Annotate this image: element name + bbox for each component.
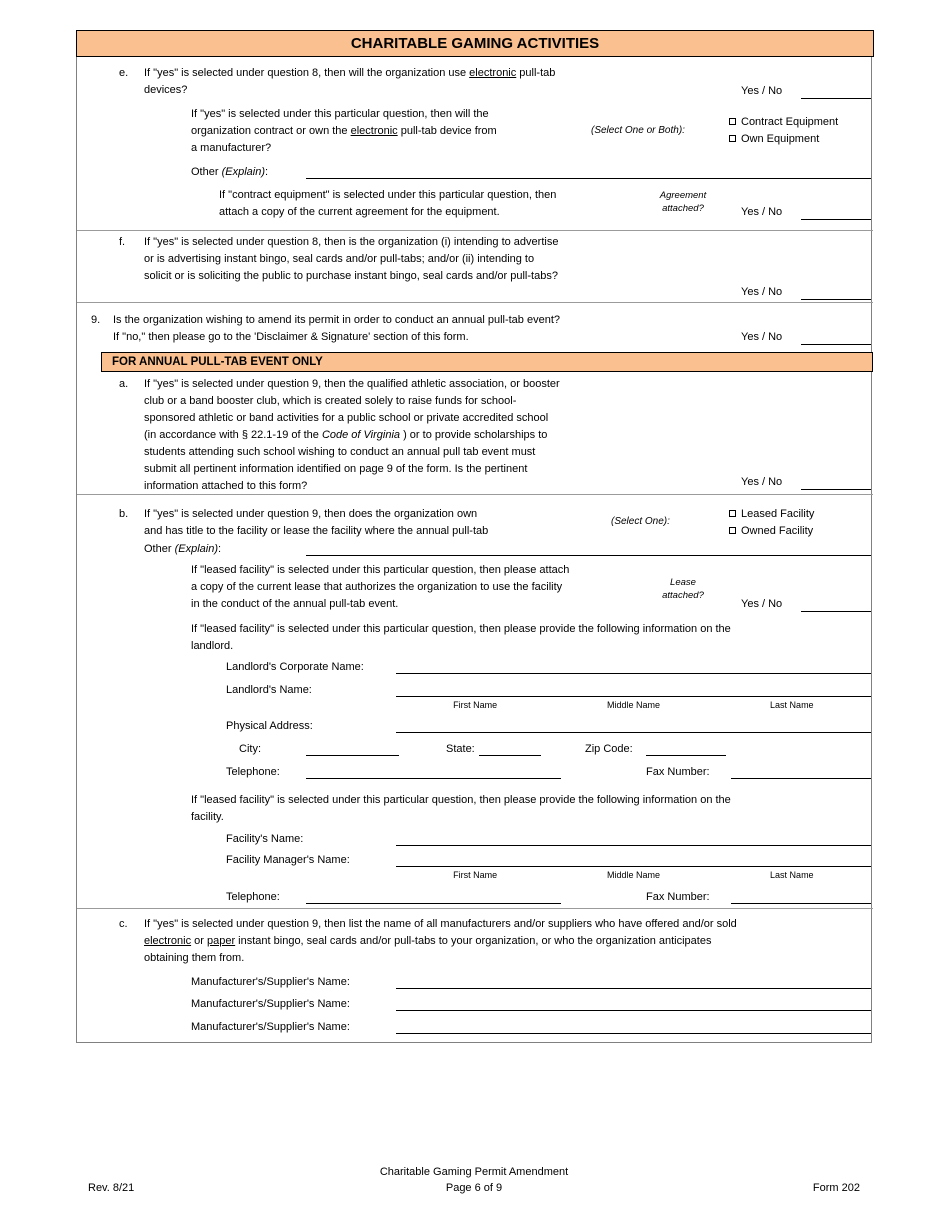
footer-center: [218, 1164, 730, 1196]
landlord-telephone-field[interactable]: [306, 778, 561, 779]
landlord-name-label: Landlord's Name:: [226, 684, 312, 696]
facility-manager-name-part-labels: [396, 869, 871, 881]
middle-name-label: Middle Name: [606, 700, 660, 710]
other-explain-field-b[interactable]: [306, 555, 871, 556]
zip-code-field[interactable]: [646, 755, 726, 756]
checkbox-row-owned-facility: [729, 523, 813, 540]
form-name-label: Charitable Gaming Permit Amendment: [379, 1166, 569, 1178]
landlord-corporate-name-label: Landlord's Corporate Name:: [226, 661, 364, 673]
form-title: CHARITABLE GAMING ACTIVITIES: [76, 30, 874, 57]
last-name-label: Last Name: [770, 700, 814, 710]
checkbox-row-leased-facility: [729, 506, 814, 523]
supplier-name-label-3: Manufacturer's/Supplier's Name:: [191, 1021, 350, 1033]
physical-address-label: Physical Address:: [226, 720, 313, 732]
contract-equipment-label: Contract Equipment: [741, 116, 839, 128]
select-one-or-both-label: (Select One or Both):: [591, 125, 685, 136]
annual-pull-tab-banner: FOR ANNUAL PULL-TAB EVENT ONLY: [101, 352, 873, 372]
page-footer: [76, 1164, 872, 1196]
landlord-fax-field[interactable]: [731, 778, 871, 779]
zip-code-label: Zip Code:: [585, 743, 633, 755]
question-b-text: If "yes" is selected under question 9, then does the organization own and has title to the facility or lease the facility where the annual pull-tab: [144, 508, 489, 537]
state-field[interactable]: [479, 755, 541, 756]
revision-label: Rev. 8/21: [88, 1182, 135, 1194]
question-e-sub1-text: If "yes" is selected under this particular question, then will the organization contract or own the electronic pull-tab device from a manufacturer?: [191, 108, 497, 154]
yes-no-label-q9: Yes / No: [741, 331, 783, 343]
landlord-name-part-labels: [396, 699, 871, 711]
supplier-name-label-2: Manufacturer's/Supplier's Name:: [191, 998, 350, 1010]
section-divider: [77, 908, 873, 909]
supplier-name-label-1: Manufacturer's/Supplier's Name:: [191, 976, 350, 988]
facility-name-label: Facility's Name:: [226, 833, 304, 845]
agreement-attached-label: Agreement attached?: [659, 190, 707, 214]
other-explain-field-e[interactable]: [306, 178, 871, 179]
owned-facility-label: Owned Facility: [741, 525, 814, 537]
leased-facility-checkbox[interactable]: [729, 510, 736, 517]
yes-no-blank-q9[interactable]: [801, 344, 871, 345]
supplier-name-field-1[interactable]: [396, 988, 871, 989]
supplier-name-field-3[interactable]: [396, 1033, 871, 1034]
item-letter-c: c.: [119, 918, 128, 930]
landlord-telephone-label: Telephone:: [226, 766, 280, 778]
page-number-label: Page 6 of 9: [445, 1182, 503, 1194]
facility-info-instruction: If "leased facility" is selected under this particular question, then please provide the following information on the facility.: [191, 794, 731, 823]
physical-address-field[interactable]: [396, 732, 871, 733]
yes-no-blank-agreement[interactable]: [801, 219, 871, 220]
yes-no-blank-e[interactable]: [801, 98, 871, 99]
facility-fax-field[interactable]: [731, 903, 871, 904]
item-letter-e: e.: [119, 67, 129, 79]
first-name-label: First Name: [453, 870, 498, 880]
question-f-text: If "yes" is selected under question 8, then is the organization (i) intending to advertise or is advertising instant bingo, seal cards and/or pull-tabs; and/or (ii) intending to solicit or is soliciting the public to purchase instant bingo, seal cards and/or pull-tabs?: [144, 236, 559, 282]
form-container: [76, 30, 872, 1043]
agreement-attach-instruction: If "contract equipment" is selected under this particular question, then attach a copy of the current agreement for the equipment.: [219, 189, 557, 218]
item-letter-f: f.: [119, 236, 126, 248]
yes-no-label-lease: Yes / No: [741, 598, 783, 610]
supplier-name-field-2[interactable]: [396, 1010, 871, 1011]
item-letter-b: b.: [119, 508, 129, 520]
yes-no-blank-lease[interactable]: [801, 611, 871, 612]
checkbox-row-own-equipment: [729, 131, 819, 148]
facility-telephone-field[interactable]: [306, 903, 561, 904]
yes-no-blank-f[interactable]: [801, 299, 871, 300]
lease-attach-instruction: If "leased facility" is selected under this particular question, then please attach a copy of the current lease that authorizes the organization to use the facility in the conduct of the annual pull-tab event.: [191, 564, 570, 610]
landlord-fax-label: Fax Number:: [646, 766, 710, 778]
yes-no-blank-a[interactable]: [801, 489, 871, 490]
other-explain-label-b: Other (Explain):: [144, 543, 222, 555]
question-e-text: If "yes" is selected under question 8, then will the organization use electronic pull-tab devices?: [144, 67, 556, 96]
select-one-label: (Select One):: [611, 516, 670, 527]
owned-facility-checkbox[interactable]: [729, 527, 736, 534]
question-9-text: Is the organization wishing to amend its permit in order to conduct an annual pull-tab event? If "no," then please go to the 'Disclaimer & Signature' section of this form.: [113, 314, 560, 343]
facility-manager-name-label: Facility Manager's Name:: [226, 854, 350, 866]
facility-telephone-label: Telephone:: [226, 891, 280, 903]
yes-no-label-f: Yes / No: [741, 286, 783, 298]
item-letter-a: a.: [119, 378, 129, 390]
first-name-label: First Name: [453, 700, 498, 710]
yes-no-label-a: Yes / No: [741, 476, 783, 488]
own-equipment-checkbox[interactable]: [729, 135, 736, 142]
facility-fax-label: Fax Number:: [646, 891, 710, 903]
state-label: State:: [446, 743, 475, 755]
section-divider: [77, 230, 873, 231]
city-field[interactable]: [306, 755, 399, 756]
facility-name-field[interactable]: [396, 845, 871, 846]
yes-no-label-e: Yes / No: [741, 85, 783, 97]
contract-equipment-checkbox[interactable]: [729, 118, 736, 125]
question-c-text: If "yes" is selected under question 9, then list the name of all manufacturers and/or suppliers who have offered and/or sold electronic or paper instant bingo, seal cards and/or pull-tabs to your organization, or who the organization anticipates obtaining them from.: [144, 918, 737, 964]
lease-attached-label: Lease attached?: [662, 577, 704, 601]
question-9-number: 9.: [91, 314, 101, 326]
checkbox-row-contract-equipment: [729, 114, 838, 131]
section-divider: [77, 302, 873, 303]
middle-name-label: Middle Name: [606, 870, 660, 880]
other-explain-label-e: Other (Explain):: [191, 166, 269, 178]
leased-facility-label: Leased Facility: [741, 508, 815, 520]
own-equipment-label: Own Equipment: [741, 133, 820, 145]
landlord-corporate-name-field[interactable]: [396, 673, 871, 674]
landlord-name-field[interactable]: [396, 696, 871, 697]
section-divider: [77, 494, 873, 495]
facility-manager-name-field[interactable]: [396, 866, 871, 867]
form-number-label: Form 202: [812, 1182, 860, 1194]
question-a-text: If "yes" is selected under question 9, then the qualified athletic association, or booster club or a band booster club, which is created solely to raise funds for school- sponsored athletic or band activities for a public school or private accredited school (in accordance with § 22.1-19 of the Code of Virginia ) or to provide scholarships to students attending such school wishing to conduct an annual pull tab event must submit all pertinent information identified on page 9 of the form. Is the pertinent information attached to this form?: [144, 378, 560, 492]
landlord-info-instruction: If "leased facility" is selected under this particular question, then please provide the following information on the landlord.: [191, 623, 731, 652]
yes-no-label-agreement: Yes / No: [741, 206, 783, 218]
city-label: City:: [239, 743, 261, 755]
last-name-label: Last Name: [770, 870, 814, 880]
